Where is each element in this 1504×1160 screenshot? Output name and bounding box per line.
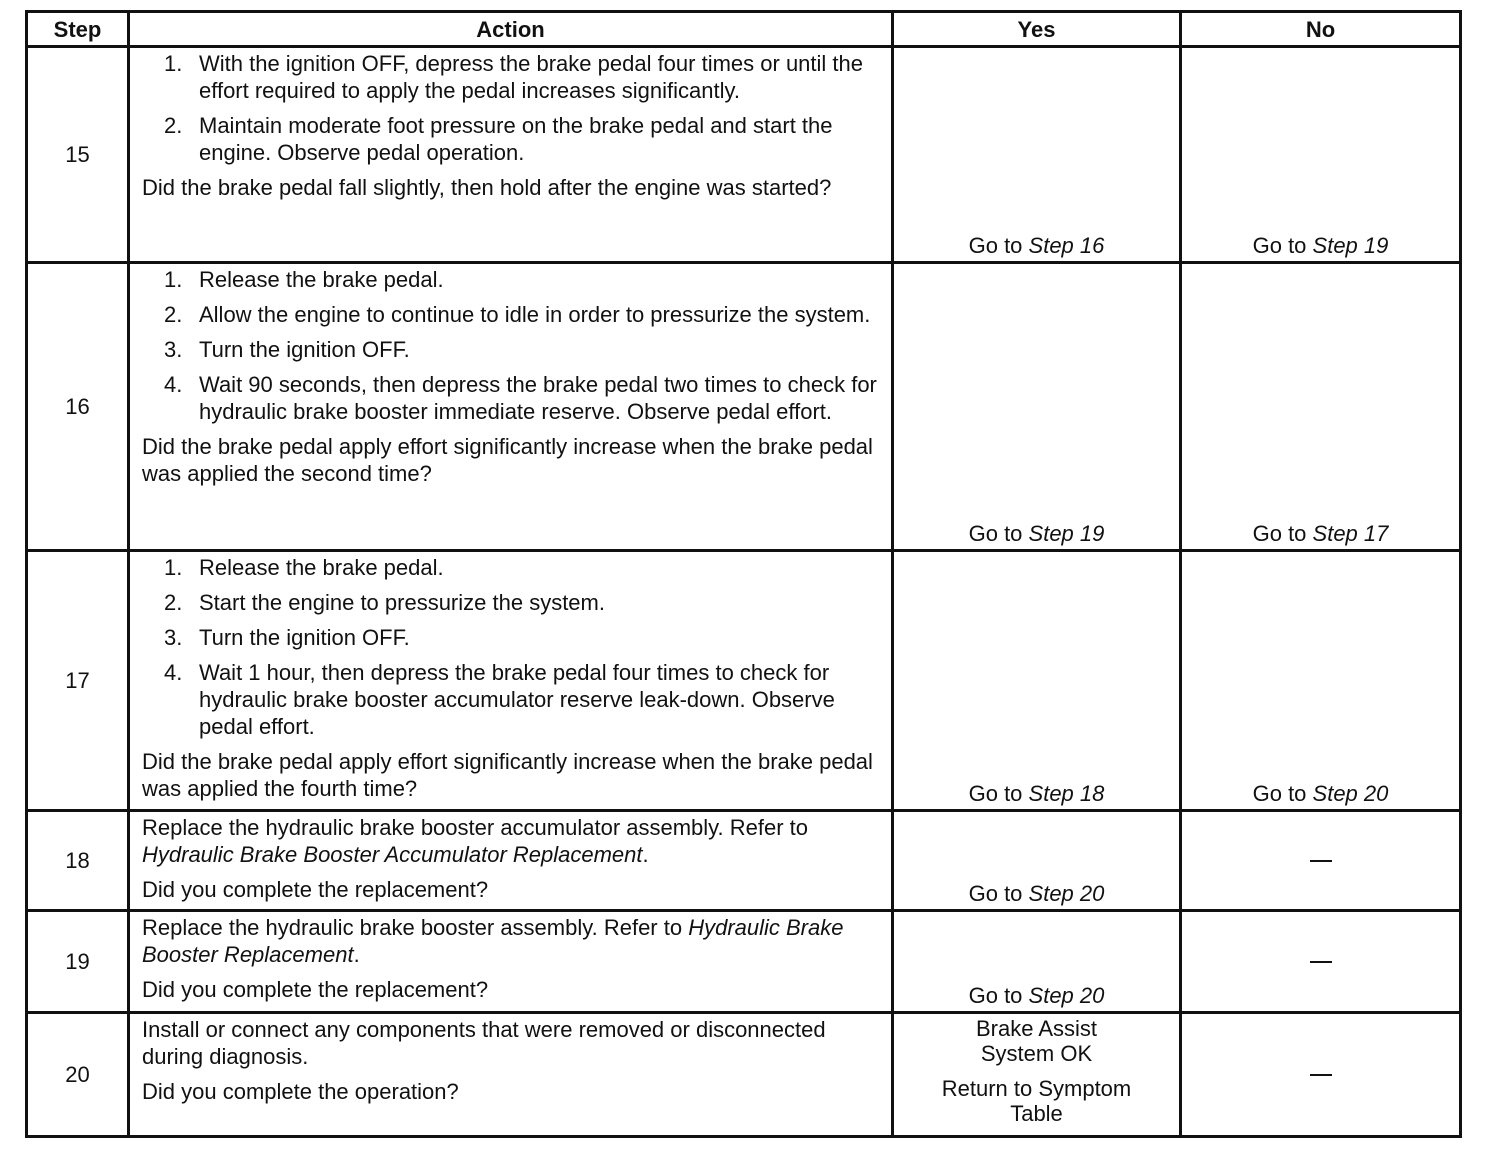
yes-step-link[interactable]: Step 19: [1028, 521, 1105, 546]
substep: [142, 266, 881, 293]
step-number: 16: [27, 263, 129, 551]
substep-number: 1.: [164, 555, 183, 580]
no-step-link[interactable]: Step 20: [1312, 781, 1389, 806]
yes-cell: [893, 1013, 1181, 1137]
return-to-symptom-table-link[interactable]: Return to Symptom Table: [941, 1076, 1132, 1126]
substep-list: [142, 266, 881, 425]
yes-result: [894, 1016, 1179, 1126]
action-cell: [129, 1013, 893, 1137]
substep: [142, 336, 881, 363]
yes-prefix: Go to: [968, 781, 1029, 806]
yes-cell: [893, 263, 1181, 551]
table-row: [27, 551, 1461, 811]
not-applicable-dash: [1310, 860, 1332, 862]
question-text: Did you complete the replacement?: [142, 977, 489, 1002]
no-prefix: Go to: [1252, 781, 1313, 806]
table-row: [27, 47, 1461, 263]
substep: [142, 301, 881, 328]
yes-cell: [893, 47, 1181, 263]
step-number: 20: [27, 1013, 129, 1137]
not-applicable-dash: [1310, 961, 1332, 963]
reference-link[interactable]: Hydraulic Brake Booster Accumulator Replacement: [142, 842, 643, 867]
substep-number: 3.: [164, 625, 183, 650]
reference-link[interactable]: Hydraulic Brake Booster Replacement: [142, 915, 844, 967]
instruction-text: [142, 914, 881, 968]
instruction-end: .: [642, 842, 649, 867]
header-action: Action: [129, 12, 893, 47]
substep-number: 1.: [164, 267, 183, 292]
yes-prefix: Go to: [968, 881, 1029, 906]
yes-prefix: Go to: [968, 521, 1029, 546]
question-text: Did you complete the operation?: [142, 1079, 459, 1104]
substep-list: [142, 554, 881, 740]
table-row: [27, 811, 1461, 911]
no-cell: [1181, 1013, 1461, 1137]
instruction-body: Replace the hydraulic brake booster accumulator assembly. Refer to: [142, 815, 809, 840]
substep-text: Release the brake pedal.: [199, 267, 444, 292]
step-number: 15: [27, 47, 129, 263]
substep-text: With the ignition OFF, depress the brake pedal four times or until the effort required to apply the pedal increases significantly.: [199, 51, 863, 103]
substep-text: Allow the engine to continue to idle in order to pressurize the system.: [199, 302, 871, 327]
substep: [142, 371, 881, 425]
substep-text: Release the brake pedal.: [199, 555, 444, 580]
substep-text: Wait 1 hour, then depress the brake pedal four times to check for hydraulic brake booster accumulator reserve leak-down. Observe pedal effort.: [199, 660, 835, 739]
yes-step-link[interactable]: Step 18: [1028, 781, 1105, 806]
substep-number: 4.: [164, 660, 183, 685]
action-cell: [129, 811, 893, 911]
substep-text: Maintain moderate foot pressure on the brake pedal and start the engine. Observe pedal operation.: [199, 113, 833, 165]
no-prefix: Go to: [1252, 233, 1313, 258]
substep: [142, 112, 881, 166]
substep-number: 2.: [164, 113, 183, 138]
action-cell: [129, 551, 893, 811]
yes-step-link[interactable]: Step 20: [1028, 983, 1105, 1008]
substep: [142, 589, 881, 616]
no-cell: [1181, 811, 1461, 911]
yes-step-link[interactable]: Step 20: [1028, 881, 1105, 906]
action-cell: [129, 263, 893, 551]
no-cell: [1181, 551, 1461, 811]
step-number: 19: [27, 911, 129, 1013]
instruction-text: [142, 814, 881, 868]
action-cell: [129, 47, 893, 263]
yes-prefix: Go to: [968, 983, 1029, 1008]
substep-number: 4.: [164, 372, 183, 397]
result-system-ok: Brake Assist System OK: [975, 1016, 1098, 1066]
substep: [142, 50, 881, 104]
substep-text: Wait 90 seconds, then depress the brake pedal two times to check for hydraulic brake booster immediate reserve. Observe pedal effort.: [199, 372, 877, 424]
yes-prefix: Go to: [968, 233, 1029, 258]
substep: [142, 659, 881, 740]
table-row: [27, 1013, 1461, 1137]
no-step-link[interactable]: Step 19: [1312, 233, 1389, 258]
substep-number: 3.: [164, 337, 183, 362]
question-text: Did the brake pedal apply effort significantly increase when the brake pedal was applied the fourth time?: [142, 749, 873, 801]
substep-number: 2.: [164, 302, 183, 327]
substep: [142, 624, 881, 651]
no-cell: [1181, 47, 1461, 263]
substep-text: Start the engine to pressurize the system.: [199, 590, 605, 615]
header-step: Step: [27, 12, 129, 47]
instruction-body: Replace the hydraulic brake booster assembly. Refer to: [142, 915, 689, 940]
substep: [142, 554, 881, 581]
substep-text: Turn the ignition OFF.: [199, 337, 410, 362]
substep-text: Turn the ignition OFF.: [199, 625, 410, 650]
yes-cell: [893, 911, 1181, 1013]
yes-step-link[interactable]: Step 16: [1028, 233, 1105, 258]
question-text: Did the brake pedal apply effort significantly increase when the brake pedal was applied the second time?: [142, 434, 873, 486]
yes-cell: [893, 811, 1181, 911]
question-text: Did you complete the replacement?: [142, 877, 489, 902]
no-cell: [1181, 263, 1461, 551]
header-no: No: [1181, 12, 1461, 47]
no-step-link[interactable]: Step 17: [1312, 521, 1389, 546]
action-cell: [129, 911, 893, 1013]
step-number: 18: [27, 811, 129, 911]
yes-cell: [893, 551, 1181, 811]
table-header-row: [27, 12, 1461, 47]
instruction-text: Install or connect any components that were removed or disconnected during diagnosis.: [142, 1017, 826, 1069]
substep-list: [142, 50, 881, 166]
table-row: [27, 263, 1461, 551]
question-text: Did the brake pedal fall slightly, then hold after the engine was started?: [142, 175, 832, 200]
no-cell: [1181, 911, 1461, 1013]
step-number: 17: [27, 551, 129, 811]
table-row: [27, 911, 1461, 1013]
instruction-end: .: [353, 942, 360, 967]
header-yes: Yes: [893, 12, 1181, 47]
substep-number: 1.: [164, 51, 183, 76]
substep-number: 2.: [164, 590, 183, 615]
no-prefix: Go to: [1252, 521, 1313, 546]
not-applicable-dash: [1310, 1074, 1332, 1076]
diagnostic-table: [25, 10, 1462, 1138]
